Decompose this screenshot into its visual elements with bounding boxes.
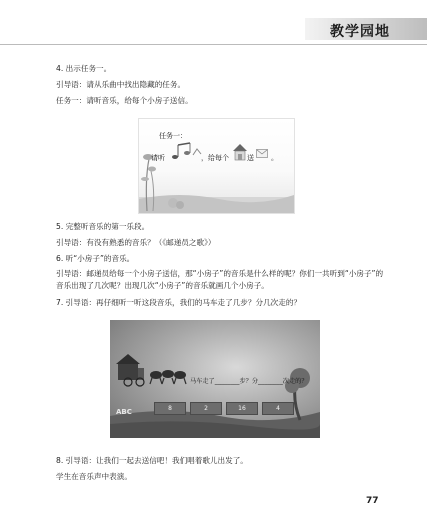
page-number: 77: [366, 496, 379, 506]
slide-sentence-end: 送: [247, 154, 254, 162]
answer-option-16[interactable]: 16: [226, 402, 258, 415]
small-house-icon: [232, 143, 248, 161]
slide-task-label: 任务一：: [159, 132, 187, 140]
section-4-task: 任务一：请听音乐，给每个小房子送信。: [56, 96, 193, 105]
section-5-guide: 引导语：有没有熟悉的音乐？（《邮递员之歌》）: [56, 238, 216, 247]
section-4-heading: 4. 出示任务一。: [56, 64, 112, 73]
section-8-guide: 8. 引导语：让我们一起去送信吧！我们唱着歌儿出发了。: [56, 456, 248, 465]
section-5-heading: 5. 完整听音乐的第一乐段。: [56, 222, 150, 231]
answer-option-8[interactable]: 8: [154, 402, 186, 415]
section-6-guide: 引导语：邮递员给每一个小房子送信，那“小房子”的音乐是什么样的呢？你们一共听到“小房子”的音乐出现了几次呢？出现几次“小房子”的音乐就画几个小房子。: [56, 269, 384, 290]
carriage-slide: [110, 320, 320, 438]
slide-period: 。: [271, 154, 278, 162]
answer-option-2[interactable]: 2: [190, 402, 222, 415]
section-6-heading: 6. 听“小房子”的音乐。: [56, 254, 135, 263]
header-divider: [0, 44, 427, 45]
blocks-label: ABC: [116, 408, 132, 416]
section-8-note: 学生在音乐声中表演。: [56, 472, 132, 481]
slide-sentence-mid: ，给每个: [201, 154, 229, 162]
carriage-question: 马车走了________步？分________次走的？: [190, 378, 308, 385]
envelope-icon: [256, 149, 268, 158]
section-4-guide: 引导语：请从乐曲中找出隐藏的任务。: [56, 80, 186, 89]
answer-option-4[interactable]: 4: [262, 402, 294, 415]
section-7-guide: 7. 引导语：再仔细听一听这段音乐，我们的马车走了几步？分几次走的？: [56, 298, 302, 307]
section-title: 教学园地: [330, 24, 390, 40]
slide-sentence-start: 请听: [151, 154, 165, 162]
musical-notes-icon: [169, 141, 203, 161]
task-one-slide: [138, 118, 295, 214]
